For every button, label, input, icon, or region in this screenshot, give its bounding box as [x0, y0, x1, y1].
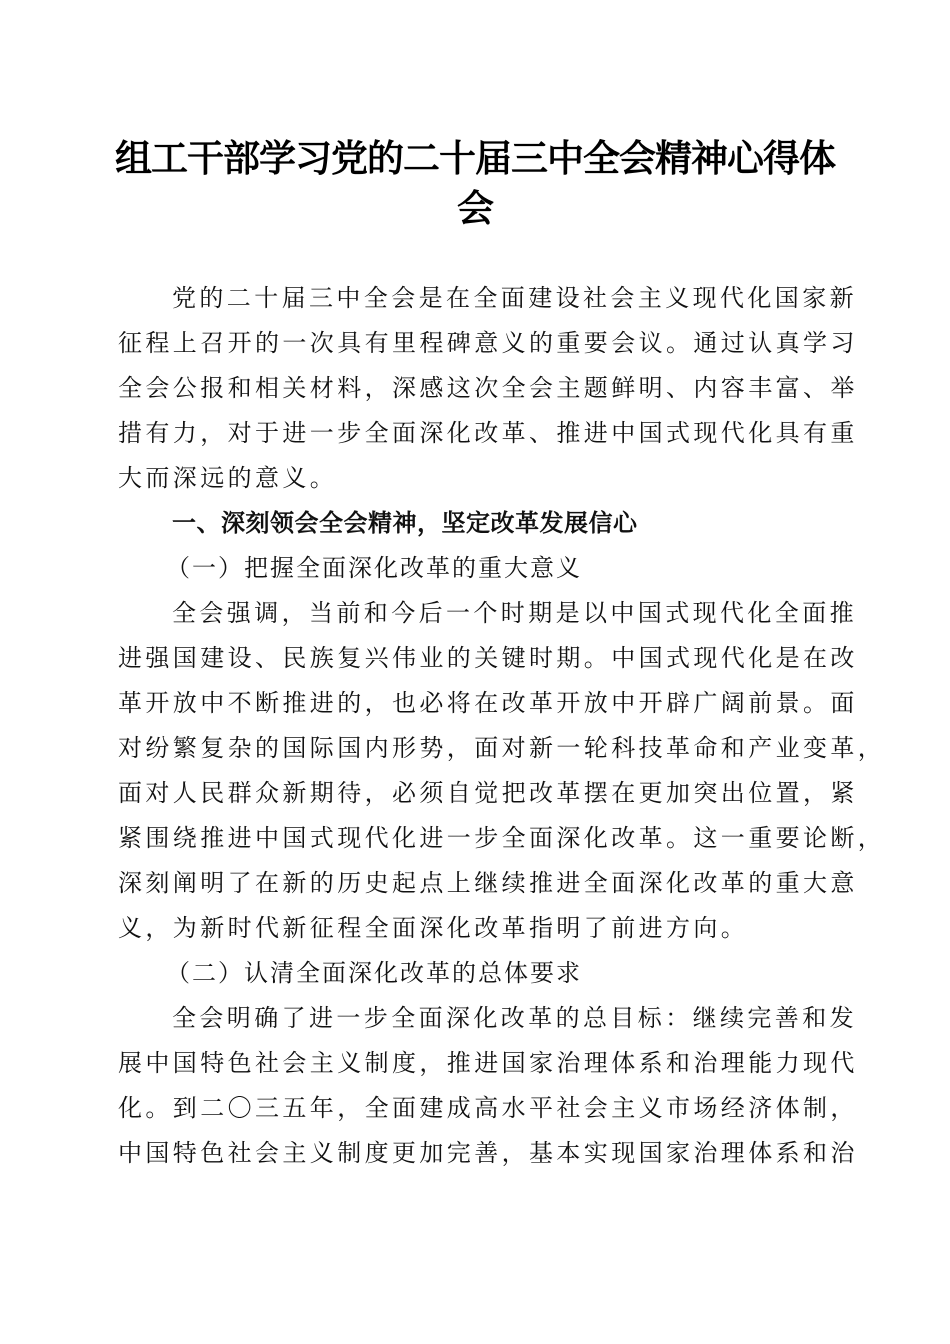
title-line-1: 组工干部学习党的二十届三中全会精神心得体 [115, 136, 835, 180]
paragraph-significance-line: 进强国建设、民族复兴伟业的关键时期。中国式现代化是在改 [118, 644, 858, 672]
paragraph-intro-line: 大而深远的意义。 [118, 464, 338, 492]
subsection-heading-1: （一）把握全面深化改革的重大意义 [166, 554, 582, 582]
paragraph-significance-line: 全会强调，当前和今后一个时期是以中国式现代化全面推 [172, 599, 857, 627]
title-line-2: 会 [457, 186, 493, 230]
paragraph-significance-line: 革开放中不断推进的，也必将在改革开放中开辟广阔前景。面 [118, 689, 858, 717]
section-heading-1: 一、深刻领会全会精神，坚定改革发展信心 [172, 509, 638, 537]
paragraph-intro-line: 全会公报和相关材料，深感这次全会主题鲜明、内容丰富、举 [118, 374, 858, 402]
paragraph-significance-line: 义，为新时代新征程全面深化改革指明了前进方向。 [118, 914, 749, 942]
paragraph-requirements-line: 全会明确了进一步全面深化改革的总目标：继续完善和发 [172, 1004, 857, 1032]
paragraph-requirements-line: 展中国特色社会主义制度，推进国家治理体系和治理能力现代 [118, 1049, 858, 1077]
paragraph-significance-line: 面对人民群众新期待，必须自觉把改革摆在更加突出位置，紧 [118, 779, 858, 807]
paragraph-significance-line: 深刻阐明了在新的历史起点上继续推进全面深化改革的重大意 [118, 869, 858, 897]
document-title [112, 133, 838, 233]
paragraph-requirements-line: 化。到二〇三五年，全面建成高水平社会主义市场经济体制， [118, 1094, 858, 1122]
paragraph-intro-line: 党的二十届三中全会是在全面建设社会主义现代化国家新 [172, 284, 857, 312]
subsection-heading-2: （二）认清全面深化改革的总体要求 [166, 959, 582, 987]
document-body [118, 276, 886, 1176]
paragraph-intro-line: 征程上召开的一次具有里程碑意义的重要会议。通过认真学习 [118, 329, 858, 357]
paragraph-significance-line: 对纷繁复杂的国际国内形势，面对新一轮科技革命和产业变革， [118, 734, 886, 762]
paragraph-intro-line: 措有力，对于进一步全面深化改革、推进中国式现代化具有重 [118, 419, 858, 447]
paragraph-significance-line: 紧围绕推进中国式现代化进一步全面深化改革。这一重要论断， [118, 824, 886, 852]
paragraph-requirements-line: 中国特色社会主义制度更加完善，基本实现国家治理体系和治 [118, 1139, 858, 1167]
